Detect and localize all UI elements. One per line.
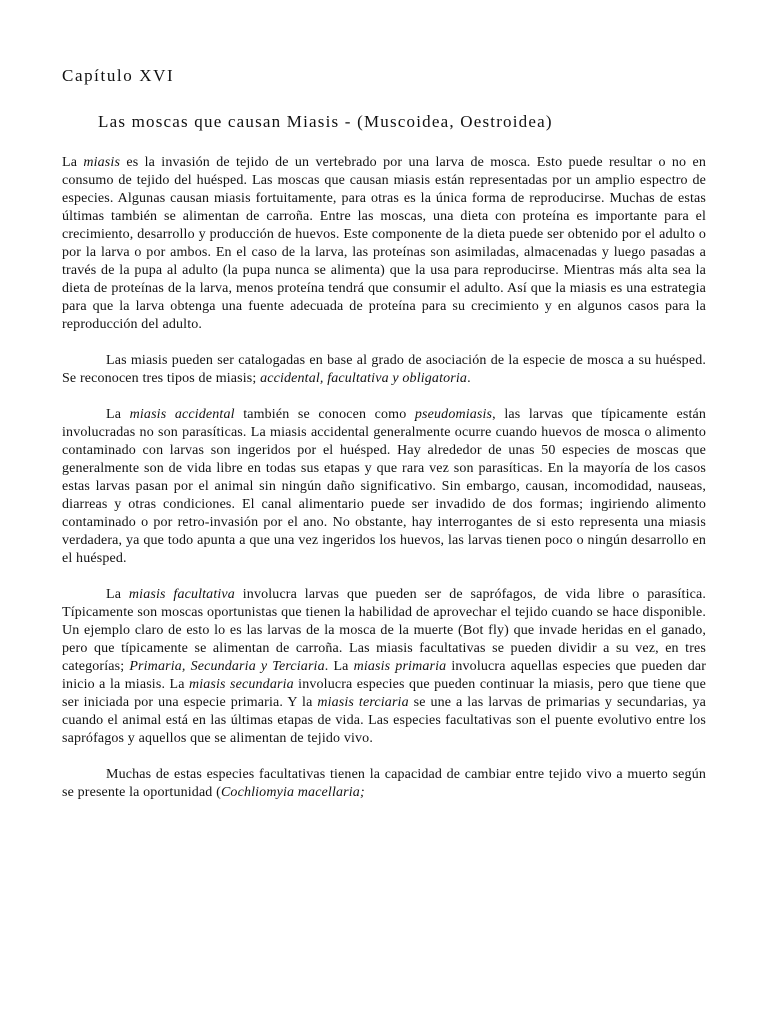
text-run: Muchas de estas especies facultativas tienen la capacidad de cambiar entre tejido vivo a muerto según se presente la oportunidad ( [62, 767, 706, 800]
paragraph-4 [62, 586, 706, 748]
italic-term: miasis [83, 155, 121, 170]
text-run: se une a las larvas de primarias y secundarias, ya cuando el animal está en las últimas etapas de vida. Las especies facultativas son el puente evolutivo entre los saprófagos y aquellos que se alimentan de tejido vivo. [62, 695, 706, 746]
paragraph-1 [62, 154, 706, 334]
italic-term: miasis primaria [353, 659, 447, 674]
text-run: involucra larvas que pueden ser de saprófagos, de vida libre o parasítica. Típicamente son moscas oportunistas que tienen la habilidad de aprovechar el tejido cuando se hace disponible. Un ejemplo claro de esto lo es las larvas de la mosca de la muerte (Bot fly) que invade heridas en el ganado, pero que típicamente se alimentan de carroña. Las miasis facultativas se pueden dividir a su vez, en tres categorías; [62, 587, 706, 674]
paragraph-5 [62, 766, 706, 802]
text-run: . [467, 371, 471, 386]
text-run: involucra aquellas especies que pueden dar inicio a la miasis. La [62, 659, 707, 692]
text-run: La [62, 155, 84, 170]
italic-term: Cochliomyia macellaria; [220, 785, 365, 800]
italic-term: miasis secundaria [188, 677, 294, 692]
text-run: La [106, 407, 130, 422]
italic-term: miasis facultativa [128, 587, 235, 602]
text-run: es la invasión de tejido de un vertebrado por una larva de mosca. Esto puede resultar o no en consumo de tejido del huésped. Las moscas que causan miasis están representadas por un amplio espectro de especies. Algunas causan miasis fortuitamente, para otras es la única forma de reproducirse. Muchas de estas últimas también se alimentan de carroña. Entre las moscas, una dieta con proteína es importante para el crecimiento, desarrollo y producción de huevos. Este componente de la dieta puede ser obtenido por el adulto o por la larva o por ambos. En el caso de la larva, las proteínas son asimiladas, almacenadas y luego pasadas a través de la pupa al adulto (la pupa nunca se alimenta) que la usa para reproducirse. Mientras más alta sea la dieta de proteínas de la larva, menos proteína tendrá que consumir el adulto. Así que la miasis es una estrategia para que la larva obtenga una fuente adecuada de proteína para su crecimiento y en algunos casos para la reproducción del adulto. [62, 155, 706, 332]
italic-term: Primaria, Secundaria y Terciaria [129, 659, 325, 674]
italic-term: accidental, facultativa y obligatoria [260, 371, 468, 386]
text-run: involucra especies que pueden continuar la miasis, pero que tiene que ser iniciada por una especie primaria. Y la [62, 677, 706, 710]
paragraph-2 [62, 352, 706, 388]
text-run: La [106, 587, 129, 602]
italic-term: miasis terciaria [317, 695, 409, 710]
text-run: también se conocen como [234, 407, 415, 422]
text-run: , las larvas que típicamente están involucradas no son parasíticas. La miasis accidental generalmente ocurre cuando huevos de mosca o alimento contaminado con larvas son ingeridos por el huésped. Hay alrededor de unas 50 especies de moscas que generalmente son de vida libre en todas sus etapas y que rara vez son parasíticas. En la mayoría de los casos estas larvas pasan por el animal sin ningún daño significativo. Sin embargo, causan, incomodidad, nauseas, diarreas y otras condiciones. El canal alimentario puede ser invadido de dos formas; ingiriendo alimento contaminado o por retro-invasión por el ano. No obstante, hay interrogantes de si esto representa una miasis verdadera, ya que todo apunta a que una vez ingeridos los huevos, las larvas tienen poco o ningún desarrollo en el huésped. [62, 407, 706, 566]
text-run: . La [324, 659, 354, 674]
italic-term: pseudomiasis [414, 407, 493, 422]
paragraph-3 [62, 406, 706, 568]
italic-term: miasis accidental [129, 407, 235, 422]
chapter-heading: Capítulo XVI [62, 66, 175, 85]
chapter-title: Las moscas que causan Miasis - (Muscoidea, Oestroidea) [98, 112, 553, 131]
text-run: Las miasis pueden ser catalogadas en base al grado de asociación de la especie de mosca a su huésped. Se reconocen tres tipos de miasis; [62, 353, 706, 386]
